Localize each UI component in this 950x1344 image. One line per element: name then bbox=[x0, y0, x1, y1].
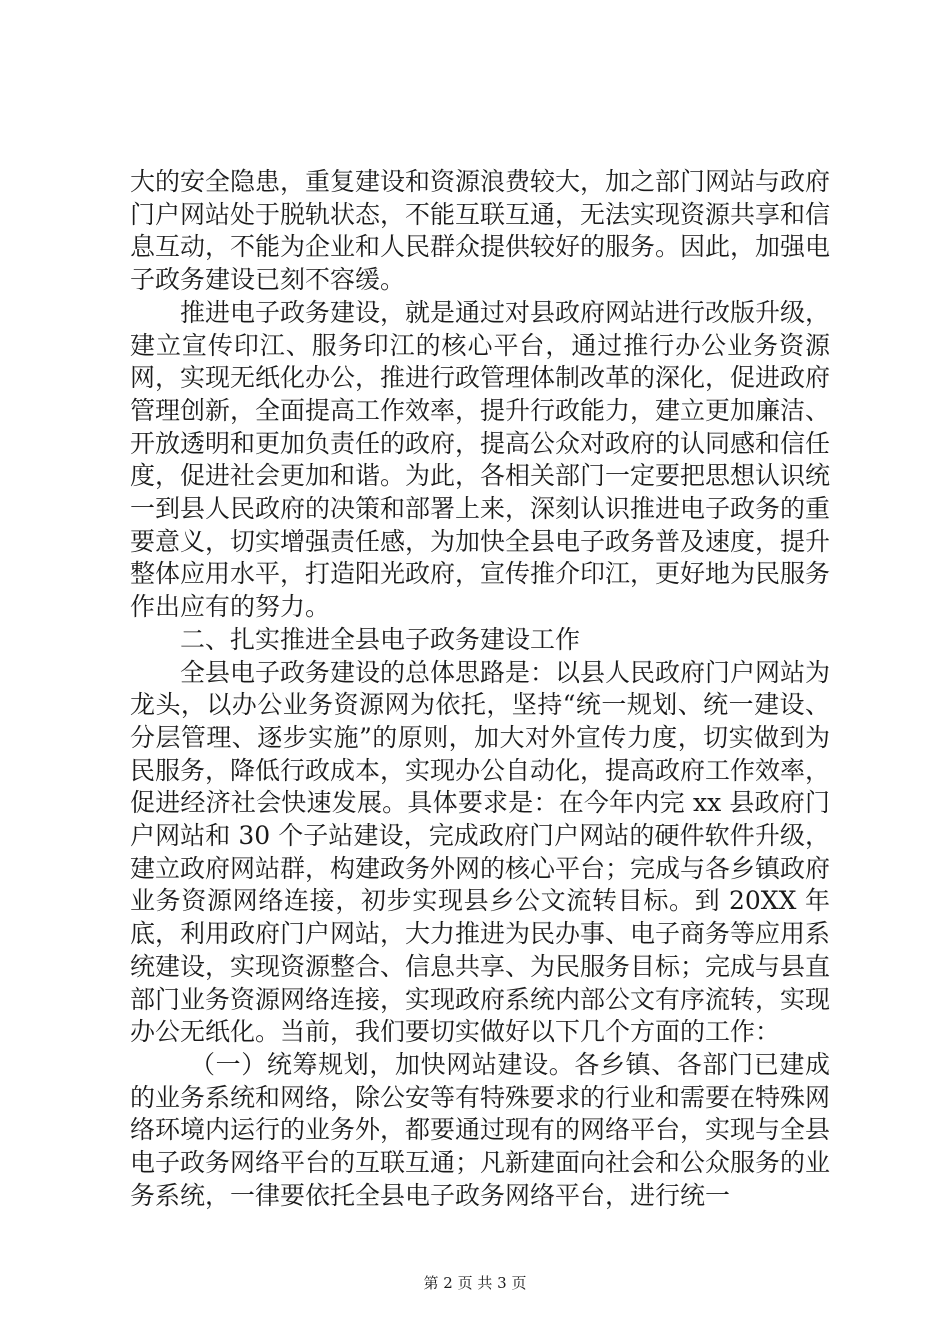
page-footer: 第 2 页 共 3 页 bbox=[423, 1274, 527, 1292]
document-body bbox=[130, 166, 830, 1213]
paragraph-continuation: 大的安全隐患，重复建设和资源浪费较大，加之部门网站与政府门户网站处于脱轨状态，不能互联互通，无法实现资源共享和信息互动，不能为企业和人民群众提供较好的服务。因此，加强电子政务建设已刻不容缓。 bbox=[130, 167, 831, 295]
section-heading-2: 二、扎实推进全县电子政务建设工作 bbox=[180, 624, 581, 654]
paragraph-overall-approach: 全县电子政务建设的总体思路是：以县人民政府门户网站为龙头，以办公业务资源网为依托，坚持“统一规划、统一建设、分层管理、逐步实施”的原则，加大对外宣传力度，切实做到为民服务，降低行政成本，实现办公自动化，提高政府工作效率，促进经济社会快速发展。具体要求是：在今年内完 xx 县政府门户网站和 30 个子站建设，完成政府门户网站的硬件软件升级，建立政府网站群，构建政务外网的核心平台；完成与各乡镇政府业务资源网络连接，初步实现县乡公文流转目标。到 20XX 年底，利用政府门户网站，大力推进为民办事、电子商务等应用系统建设，实现资源整合、信息共享、为民服务目标；完成与县直部门业务资源网络连接，实现政府系统内部公文有序流转，实现办公无纸化。当前，我们要切实做好以下几个方面的工作： bbox=[130, 657, 831, 1047]
paragraph-subsection-1: （一）统筹规划，加快网站建设。各乡镇、各部门已建成的业务系统和网络，除公安等有特殊要求的行业和需要在特殊网络环境内运行的业务外，都要通过现有的网络平台，实现与全县电子政务网络平台的互联互通；凡新建面向社会和公众服务的业务系统，一律要依托全县电子政务网络平台，进行统一 bbox=[130, 1049, 831, 1210]
paragraph-e-government-purpose: 推进电子政务建设，就是通过对县政府网站进行改版升级，建立宣传印江、服务印江的核心平台，通过推行办公业务资源网，实现无纸化办公，推进行政管理体制改革的深化，促进政府管理创新，全面提高工作效率，提升行政能力，建立更加廉洁、开放透明和更加负责任的政府，提高公众对政府的认同感和信任度，促进社会更加和谐。为此，各相关部门一定要把思想认识统一到县人民政府的决策和部署上来，深刻认识推进电子政务的重要意义，切实增强责任感，为加快全县电子政务普及速度，提升整体应用水平，打造阳光政府，宣传推介印江，更好地为民服务作出应有的努力。 bbox=[130, 297, 831, 622]
